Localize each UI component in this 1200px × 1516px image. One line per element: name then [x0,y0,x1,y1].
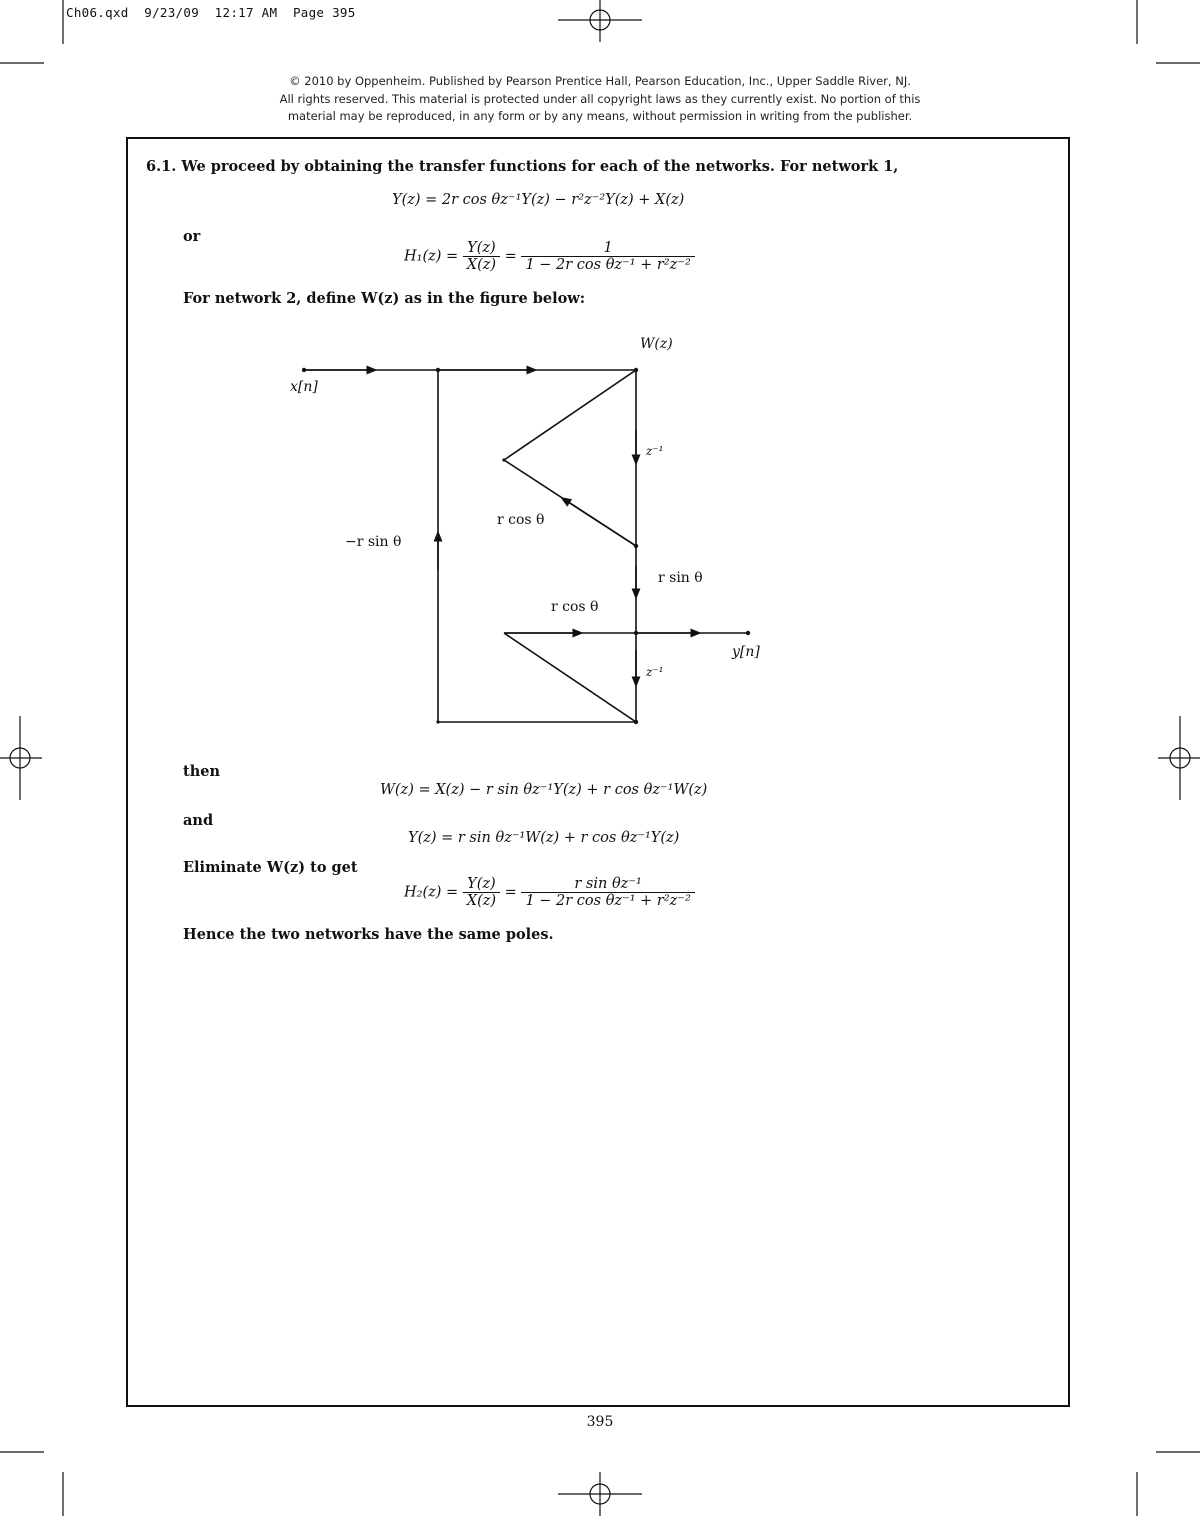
label-rsin: r sin θ [658,570,703,586]
copyright-line-3: material may be reproduced, in any form or by any means, without permission in writing from the publisher. [287,109,913,123]
h2-numerator-2: r sin θz⁻¹ [521,876,694,893]
label-x: x[n] [290,379,318,395]
and-label: and [183,812,214,829]
h2-fraction-2 [521,876,694,909]
page-number: 395 [586,1414,614,1430]
equation-network1: Y(z) = 2r cos θz⁻¹Y(z) − r²z⁻²Y(z) + X(z) [392,192,685,208]
registration-mark-top [558,0,642,42]
problem-statement [146,158,898,175]
equation-y: Y(z) = r sin θz⁻¹W(z) + r cos θz⁻¹Y(z) [408,830,680,846]
label-w: W(z) [640,336,673,352]
h2-denominator-1: X(z) [466,893,497,909]
registration-mark-right [1158,716,1200,800]
h2-numerator-1: Y(z) [463,876,500,893]
h1-denominator-1: X(z) [466,257,497,273]
h2-denominator-2: 1 − 2r cos θz⁻¹ + r²z⁻² [525,893,691,909]
label-y: y[n] [732,644,760,660]
h1-fraction-2 [521,240,694,273]
equation-h1 [404,240,695,273]
label-z-inv-lower: z⁻¹ [646,665,664,679]
copyright-line-1: © 2010 by Oppenheim. Published by Pearson Prentice Hall, Pearson Education, Inc., Upper Saddle River, NJ. [289,74,911,88]
conclusion: Hence the two networks have the same poles. [183,926,554,943]
h2-fraction-1 [463,876,500,909]
problem-intro: We proceed by obtaining the transfer functions for each of the networks. For network 1, [181,158,899,175]
h1-numerator-1: Y(z) [463,240,500,257]
or-label: or [183,228,201,245]
h1-lhs: H₁(z) = [404,248,459,265]
content-frame [126,137,1070,1407]
node-input [302,368,306,372]
node-sum [436,368,440,372]
node-w [634,368,638,372]
rcos-lower-return [504,633,636,722]
node-y [634,631,638,635]
node-bottom-left [436,720,439,723]
label-neg-rsin: −r sin θ [345,534,402,550]
h1-numerator-2: 1 [521,240,694,257]
label-z-inv-upper: z⁻¹ [646,444,664,458]
rcos-upper-arrow [565,500,636,546]
problem-number: 6.1. [146,158,177,175]
node-output [746,631,750,635]
node-lower-delay [634,720,638,724]
printer-slug: Ch06.qxd 9/23/09 12:17 AM Page 395 [66,5,356,20]
eliminate-text: Eliminate W(z) to get [183,859,358,876]
rcos-upper-return [504,370,636,460]
node-upper-apex [502,458,505,461]
then-label: then [183,763,221,780]
node-delay-out [634,544,638,548]
copyright-line-2: All rights reserved. This material is protected under all copyright laws as they currently exist. No portion of this [279,91,921,106]
label-rcos-upper: r cos θ [497,512,545,528]
h2-equals: = [504,884,517,901]
h1-equals: = [504,248,517,265]
network2-intro: For network 2, define W(z) as in the figure below: [183,290,586,307]
h1-denominator-2: 1 − 2r cos θz⁻¹ + r²z⁻² [525,257,691,273]
label-rcos-lower: r cos θ [551,599,599,615]
registration-mark-left [0,716,42,800]
h1-fraction-1 [463,240,500,273]
registration-mark-bottom [558,1472,642,1516]
h2-lhs: H₂(z) = [404,884,459,901]
equation-w: W(z) = X(z) − r sin θz⁻¹Y(z) + r cos θz⁻¹W(z) [380,782,708,798]
equation-h2 [404,876,695,909]
copyright-notice [0,73,1200,126]
